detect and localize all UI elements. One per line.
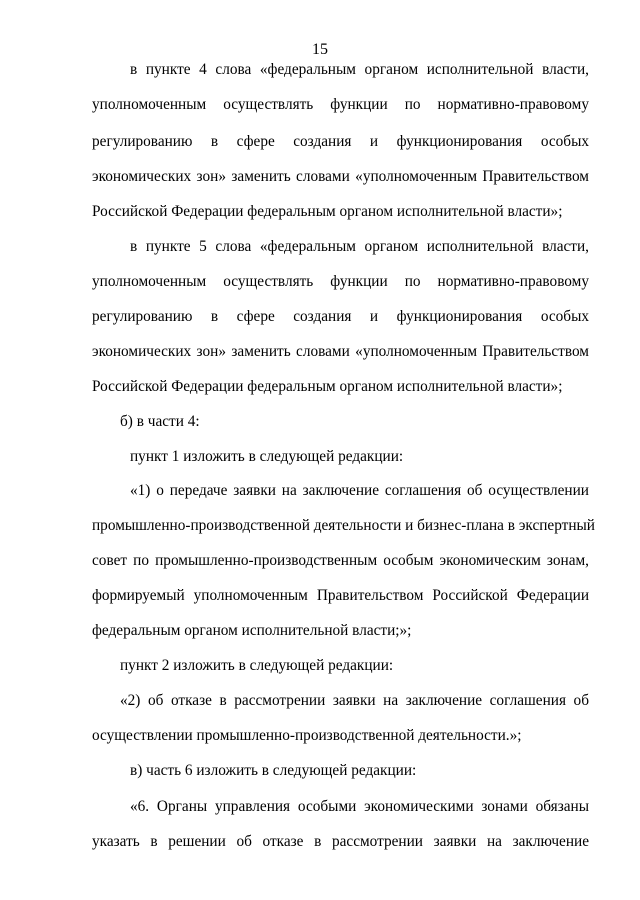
text-line: пункт 1 изложить в следующей редакции: [130,448,404,465]
text-line: регулированию в сфере создания и функционирования особых [92,308,589,325]
text-line: промышленно-производственной деятельности и бизнес-плана в экспертный [92,517,595,534]
text-line: совет по промышленно-производственным особым экономическим зонам, [92,552,589,569]
text-line: уполномоченным осуществлять функции по нормативно-правовому [92,273,589,290]
text-line: федеральным органом исполнительной власти;»; [92,622,412,639]
text-line: в) часть 6 изложить в следующей редакции: [130,762,417,779]
page-number: 15 [312,41,328,58]
text-line: осуществлении промышленно-производственной деятельности.»; [92,727,522,744]
text-line: указать в решении об отказе в рассмотрении заявки на заключение [92,833,589,850]
text-line: «2) об отказе в рассмотрении заявки на заключение соглашения об [120,692,589,709]
text-line: Российской Федерации федеральным органом исполнительной власти»; [92,203,563,220]
text-line: экономических зон» заменить словами «уполномоченным Правительством [92,168,589,185]
text-line: в пункте 4 слова «федеральным органом исполнительной власти, [130,61,589,78]
text-line: регулированию в сфере создания и функционирования особых [92,133,589,150]
text-line: б) в части 4: [120,413,200,430]
text-line: «6. Органы управления особыми экономическими зонами обязаны [130,798,589,815]
text-line: «1) о передаче заявки на заключение соглашения об осуществлении [130,482,589,499]
text-line: пункт 2 изложить в следующей редакции: [120,657,394,674]
text-line: уполномоченным осуществлять функции по нормативно-правовому [92,96,589,113]
text-line: Российской Федерации федеральным органом исполнительной власти»; [92,378,563,395]
text-line: экономических зон» заменить словами «уполномоченным Правительством [92,343,589,360]
text-line: формируемый уполномоченным Правительством Российской Федерации [92,587,589,604]
text-line: в пункте 5 слова «федеральным органом исполнительной власти, [130,238,589,255]
